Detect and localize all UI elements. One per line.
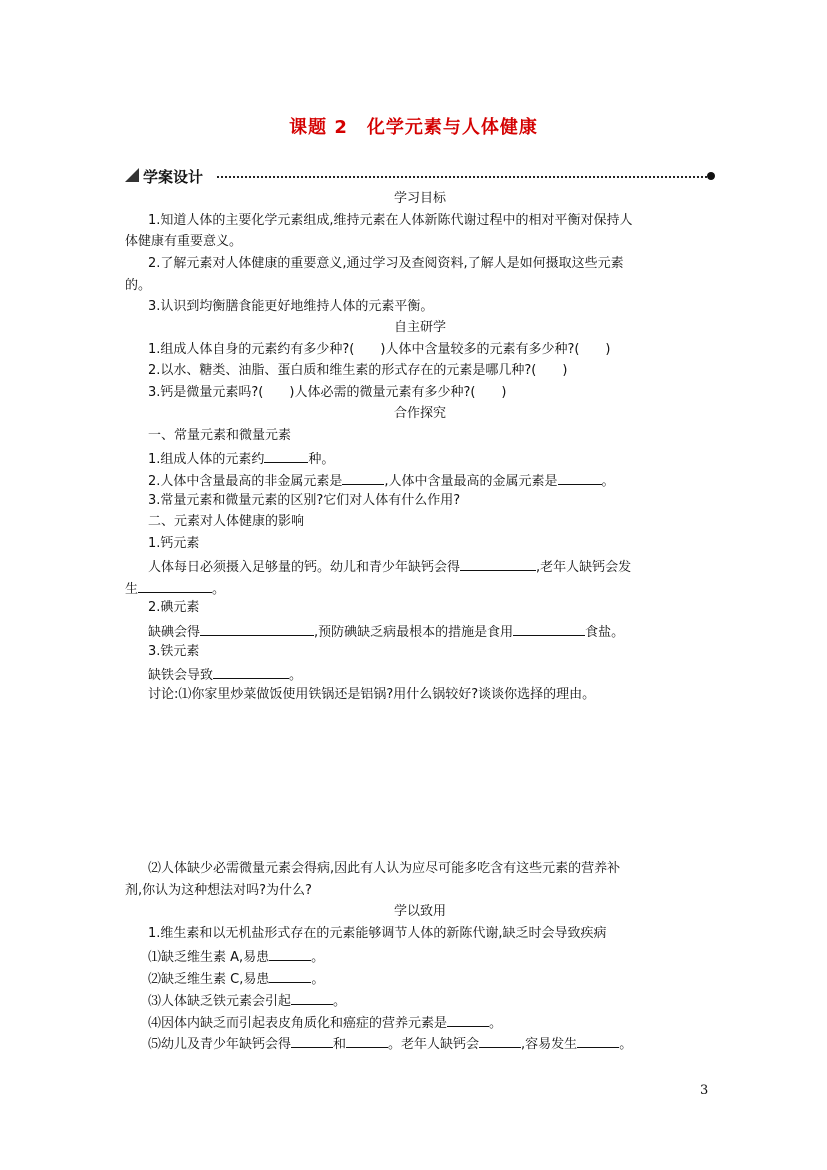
iodine-text: 缺碘会得 — [148, 625, 201, 640]
apply-s3-end: 。 — [333, 994, 347, 1009]
answer-blank[interactable] — [269, 946, 311, 961]
goal-1b: 体健康有重要意义。 — [125, 234, 243, 249]
apply-s1-end: 。 — [311, 950, 325, 965]
apply-s5 — [148, 1033, 632, 1054]
apply-s5-text: ⑸幼儿及青少年缺钙会得 — [148, 1037, 292, 1052]
apply-s5-mid: 。老年人缺钙会 — [388, 1037, 480, 1052]
goal-3: 3.认识到均衡膳食能更好地维持人体的元素平衡。 — [148, 299, 434, 314]
apply-s3 — [148, 990, 346, 1011]
calcium-text-2: 生 — [125, 582, 139, 597]
answer-blank[interactable] — [200, 621, 314, 636]
answer-blank[interactable] — [138, 578, 212, 593]
heading-apply: 学以致用 — [393, 904, 446, 919]
answer-blank[interactable] — [213, 664, 289, 679]
page-title: 课题 2 化学元素与人体健康 — [289, 117, 538, 138]
answer-blank[interactable] — [346, 1033, 388, 1048]
iron-line — [148, 664, 302, 685]
answer-blank[interactable] — [479, 1033, 521, 1048]
apply-s4 — [148, 1012, 502, 1033]
answer-blank[interactable] — [577, 1033, 619, 1048]
explore-q2 — [148, 470, 615, 491]
iron-title: 3.铁元素 — [148, 644, 200, 659]
explore-q3: 3.常量元素和微量元素的区别?它们对人体有什么作用? — [148, 493, 461, 508]
goal-2b: 的。 — [125, 278, 152, 293]
discussion-1: 讨论:⑴你家里炒菜做饭使用铁锅还是铝锅?用什么锅较好?谈谈你选择的理由。 — [148, 687, 596, 702]
self-study-q2: 2.以水、糖类、油脂、蛋白质和维生素的形式存在的元素是哪几种?( ) — [148, 363, 568, 378]
iodine-title: 2.碘元素 — [148, 600, 200, 615]
apply-s2-text: ⑵缺乏维生素 C,易患 — [148, 972, 270, 987]
iodine-text-end: 食盐。 — [585, 625, 625, 640]
apply-s1 — [148, 946, 324, 967]
iodine-text-mid: ,预防碘缺乏病最根本的措施是食用 — [314, 625, 514, 640]
answer-blank[interactable] — [342, 470, 384, 485]
apply-q1: 1.维生素和以无机盐形式存在的元素能够调节人体的新陈代谢,缺乏时会导致疾病 — [148, 926, 607, 941]
explore-q1 — [148, 448, 334, 469]
apply-s2-end: 。 — [311, 972, 325, 987]
calcium-text-mid: ,老年人缺钙会发 — [536, 560, 632, 575]
explore-part1: 一、常量元素和微量元素 — [148, 428, 292, 443]
page-number: 3 — [700, 1083, 709, 1098]
heading-goals: 学习目标 — [393, 191, 446, 206]
explore-q1-text: 1.组成人体的元素约 — [148, 452, 265, 467]
explore-q1-end: 种。 — [308, 452, 335, 467]
explore-q2-end: 。 — [601, 474, 615, 489]
discussion-2a: ⑵人体缺少必需微量元素会得病,因此有人认为应尽可能多吃含有这些元素的营养补 — [148, 861, 621, 876]
answer-blank[interactable] — [447, 1012, 489, 1027]
answer-blank[interactable] — [264, 448, 308, 463]
self-study-q3: 3.钙是微量元素吗?( )人体必需的微量元素有多少种?( ) — [148, 385, 507, 400]
answer-blank[interactable] — [269, 968, 311, 983]
answer-blank[interactable] — [460, 556, 536, 571]
apply-s2 — [148, 968, 324, 989]
section-label: 学案设计 — [143, 168, 204, 186]
heading-explore: 合作探究 — [393, 406, 446, 421]
goal-1a: 1.知道人体的主要化学元素组成,维持元素在人体新陈代谢过程中的相对平衡对保持人 — [148, 213, 633, 228]
dotted-divider — [217, 176, 707, 178]
answer-blank[interactable] — [513, 621, 585, 636]
apply-s5-and: 和 — [333, 1037, 347, 1052]
discussion-2b: 剂,你认为这种想法对吗?为什么? — [125, 883, 312, 898]
calcium-line1 — [148, 556, 631, 577]
goal-2a: 2.了解元素对人体健康的重要意义,通过学习及查阅资料,了解人是如何摄取这些元素 — [148, 256, 624, 271]
iodine-line — [148, 621, 624, 642]
heading-self-study: 自主研学 — [393, 320, 446, 335]
explore-q2-text: 2.人体中含量最高的非金属元素是 — [148, 474, 343, 489]
apply-s4-end: 。 — [489, 1016, 503, 1031]
end-dot-icon — [707, 172, 715, 180]
iron-text: 缺铁会导致 — [148, 668, 214, 683]
answer-blank[interactable] — [558, 470, 602, 485]
calcium-text: 人体每日必须摄入足够量的钙。幼儿和青少年缺钙会得 — [148, 560, 461, 575]
self-study-q1: 1.组成人体自身的元素约有多少种?( )人体中含量较多的元素有多少种?( ) — [148, 342, 611, 357]
answer-blank[interactable] — [291, 990, 333, 1005]
section-header — [125, 166, 715, 188]
explore-part2: 二、元素对人体健康的影响 — [148, 514, 305, 529]
apply-s3-text: ⑶人体缺乏铁元素会引起 — [148, 994, 292, 1009]
calcium-line2 — [125, 578, 225, 599]
explore-q2-mid: ,人体中含量最高的金属元素是 — [384, 474, 558, 489]
iron-text-end: 。 — [289, 668, 303, 683]
calcium-text-end: 。 — [212, 582, 226, 597]
apply-s5-mid2: ,容易发生 — [521, 1037, 578, 1052]
calcium-title: 1.钙元素 — [148, 536, 200, 551]
apply-s1-text: ⑴缺乏维生素 A,易患 — [148, 950, 270, 965]
apply-s5-end: 。 — [619, 1037, 633, 1052]
answer-blank[interactable] — [291, 1033, 333, 1048]
apply-s4-text: ⑷因体内缺乏而引起表皮角质化和癌症的营养元素是 — [148, 1016, 448, 1031]
